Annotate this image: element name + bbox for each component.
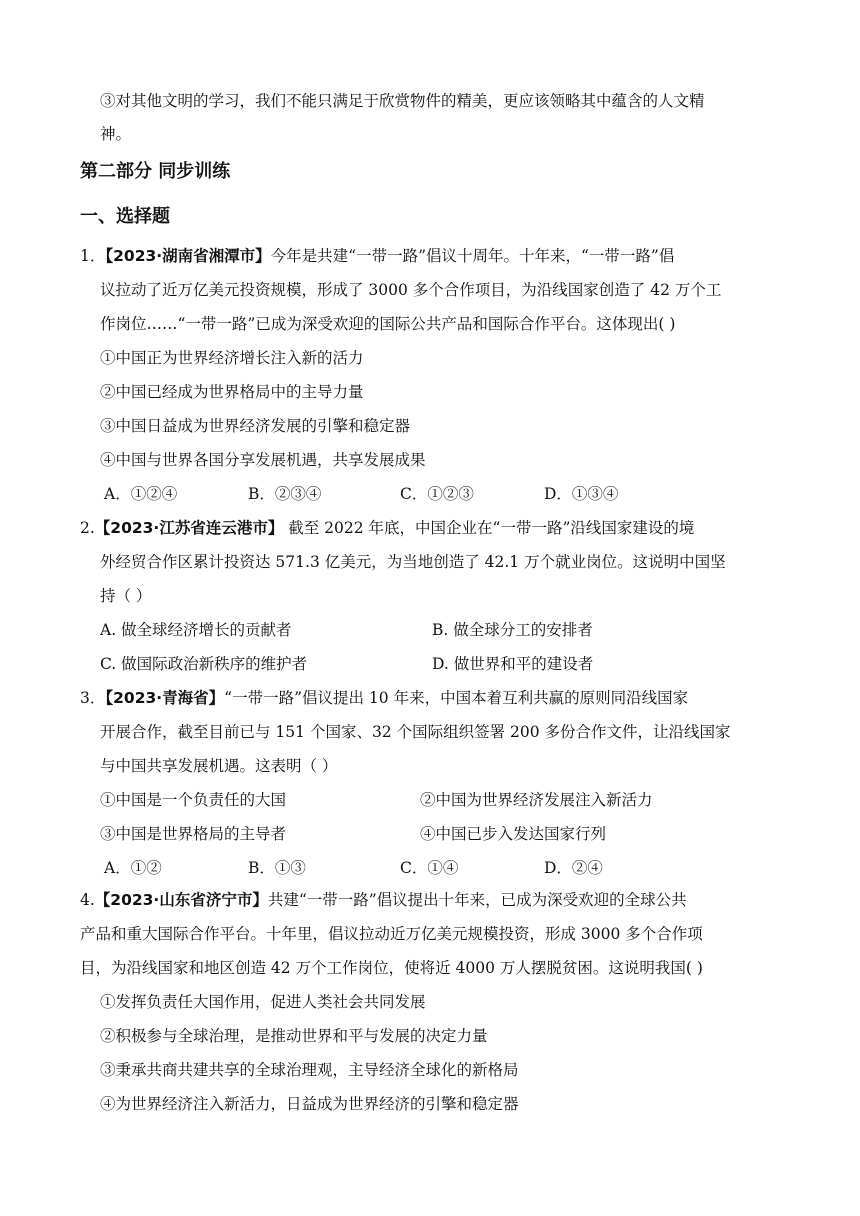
q2-option-b[interactable]: B. 做全球分工的安排者 xyxy=(432,621,593,639)
q2-source: 【2023·江苏省连云港市】 xyxy=(94,519,284,537)
q2-stem-line-2: 外经贸合作区累计投资达 571.3 亿美元，为当地创造了 42.1 万个就业岗位。这说明中国坚 xyxy=(100,553,726,571)
q1-stem-1: 今年是共建“一带一路”倡议十周年。十年来，“一带一路”倡 xyxy=(270,247,675,265)
q2-stem-1: 截至 2022 年底，中国企业在“一带一路”沿线国家建设的境 xyxy=(283,519,695,537)
q2-number: 2. xyxy=(80,519,95,537)
q3-option-b[interactable]: B．①③ xyxy=(248,859,306,877)
q2-option-c[interactable]: C. 做国际政治新秩序的维护者 xyxy=(100,655,308,673)
q1-option-b[interactable]: B．②③④ xyxy=(248,485,322,503)
q3-number: 3． xyxy=(80,689,106,707)
intro-line-1: ③对其他文明的学习，我们不能只满足于欣赏物件的精美，更应该领略其中蕴含的人文精 xyxy=(100,92,705,110)
q2-option-d[interactable]: D. 做世界和平的建设者 xyxy=(432,655,594,673)
q3-item-3: ③中国是世界格局的主导者 xyxy=(100,825,287,843)
q4-stem-line-2: 产品和重大国际合作平台。十年里，倡议拉动近万亿美元规模投资，形成 3000 多个合作项 xyxy=(80,925,703,943)
q4-item-4: ④为世界经济注入新活力，日益成为世界经济的引擎和稳定器 xyxy=(100,1095,519,1113)
q2-stem-line-1 xyxy=(80,517,694,539)
q3-option-c[interactable]: C．①④ xyxy=(400,859,459,877)
q3-item-2: ②中国为世界经济发展注入新活力 xyxy=(420,791,653,809)
q1-option-c[interactable]: C．①②③ xyxy=(400,485,474,503)
q4-stem-1: 共建“一带一路”倡议提出十年来，已成为深受欢迎的全球公共 xyxy=(267,891,687,909)
q4-source: 【2023·山东省济宁市】 xyxy=(94,891,268,909)
q4-stem-line-1 xyxy=(80,889,687,911)
q1-stem-line-2: 议拉动了近万亿美元投资规模，形成了 3000 多个合作项目，为沿线国家创造了 42 万个工 xyxy=(100,281,722,299)
q3-stem-line-1 xyxy=(80,687,688,709)
q1-option-a[interactable]: A．①②④ xyxy=(104,485,178,503)
q3-stem-line-3: 与中国共享发展机遇。这表明（ ） xyxy=(100,757,338,775)
q2-stem-line-3: 持（ ） xyxy=(100,587,152,605)
q1-stem-line-1 xyxy=(80,245,674,267)
q1-option-d[interactable]: D．①③④ xyxy=(544,485,619,503)
q4-item-1: ①发挥负责任大国作用，促进人类社会共同发展 xyxy=(100,993,426,1011)
q3-item-1: ①中国是一个负责任的大国 xyxy=(100,791,287,809)
q3-source: 【2023·青海省】 xyxy=(105,689,225,707)
intro-line-2: 神。 xyxy=(100,125,132,143)
q1-item-2: ②中国已经成为世界格局中的主导力量 xyxy=(100,383,364,401)
q1-item-1: ①中国正为世界经济增长注入新的活力 xyxy=(100,349,364,367)
q3-stem-1: “一带一路”倡议提出 10 年来，中国本着互利共赢的原则同沿线国家 xyxy=(224,689,689,707)
q1-stem-line-3: 作岗位……“一带一路”已成为深受欢迎的国际公共产品和国际合作平台。这体现出( ) xyxy=(100,315,676,333)
q1-item-3: ③中国日益成为世界经济发展的引擎和稳定器 xyxy=(100,417,411,435)
q2-option-a[interactable]: A. 做全球经济增长的贡献者 xyxy=(100,621,292,639)
section-title: 第二部分 同步训练 xyxy=(80,161,231,182)
q3-stem-line-2: 开展合作，截至目前已与 151 个国家、32 个国际组织签署 200 多份合作文件，让沿线国家 xyxy=(100,723,731,741)
q3-item-4: ④中国已步入发达国家行列 xyxy=(420,825,607,843)
q3-option-a[interactable]: A．①② xyxy=(104,859,162,877)
q4-stem-line-3: 目，为沿线国家和地区创造 42 万个工作岗位，使将近 4000 万人摆脱贫困。这说明我国( ) xyxy=(80,959,703,977)
q4-item-3: ③秉承共商共建共享的全球治理观，主导经济全球化的新格局 xyxy=(100,1061,519,1079)
q1-number: 1． xyxy=(80,247,106,265)
q1-source: 【2023·湖南省湘潭市】 xyxy=(105,247,271,265)
q4-number: 4. xyxy=(80,891,95,909)
q4-item-2: ②积极参与全球治理，是推动世界和平与发展的决定力量 xyxy=(100,1027,488,1045)
subsection-title: 一、选择题 xyxy=(80,206,170,227)
q3-option-d[interactable]: D．②④ xyxy=(544,859,603,877)
q1-item-4: ④中国与世界各国分享发展机遇，共享发展成果 xyxy=(100,451,426,469)
